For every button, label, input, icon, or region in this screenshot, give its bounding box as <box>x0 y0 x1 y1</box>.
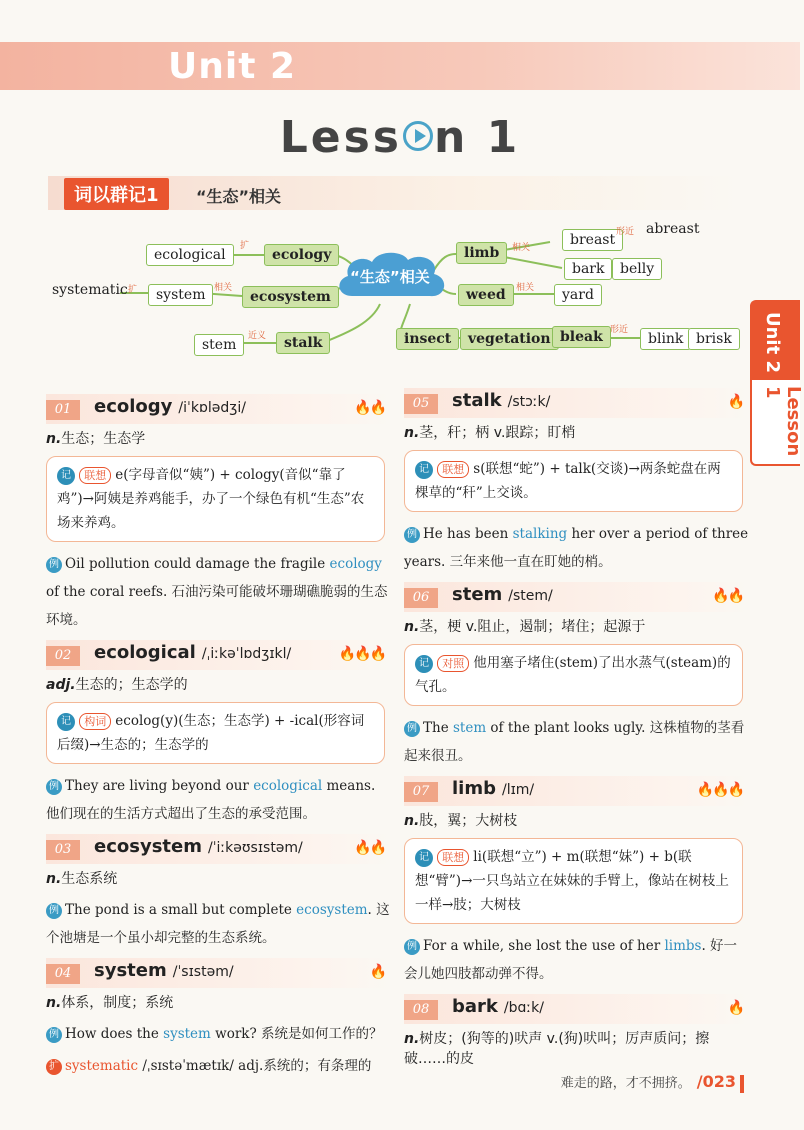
extension-word: systematic <box>65 1058 139 1074</box>
play-icon[interactable] <box>403 121 433 151</box>
word-text: limb <box>452 778 496 799</box>
node-stalk: stalk <box>276 332 330 354</box>
example-text-post: work? 系统是如何工作的？ <box>210 1026 383 1042</box>
example-text-pre: How does the <box>65 1026 164 1042</box>
entry-word <box>94 396 246 417</box>
node-systematic: systematic <box>52 282 128 298</box>
memory-tip-icon: 记 <box>57 713 75 731</box>
center-label: “生态”相关 <box>350 268 430 286</box>
label-related-2: 相关 <box>512 243 531 253</box>
example-text-post: . 这个池塘是一个虽小却完整的生态系统。 <box>46 902 390 946</box>
label-synonym: 近义 <box>248 331 267 341</box>
phonetic: /ˈiːkəʊsɪstəm/ <box>207 840 303 856</box>
phonetic: /stɔːk/ <box>507 394 551 410</box>
example-highlight: stem <box>452 720 487 736</box>
example-icon: 例 <box>404 721 420 737</box>
entry-header <box>46 958 391 988</box>
part-of-speech: n. <box>46 431 62 447</box>
memory-tip-box <box>404 644 743 706</box>
right-column <box>404 388 749 1076</box>
entry-limb <box>404 776 749 988</box>
part-of-speech: adj. <box>46 677 76 693</box>
definition-text: 树皮；(狗等的)吠声 v.(狗)吠叫；厉声质问；擦破……的皮 <box>404 1031 710 1067</box>
entry-number: 08 <box>404 1000 438 1020</box>
tip-text: e(字母音似“姨”) + cology(音似“靠了鸡”)→阿姨是养鸡能手，办了一个绿色有机“生态”农场来养鸡。 <box>57 467 365 531</box>
entry-number: 05 <box>404 394 438 414</box>
definition-text: 茎，梗 v.阻止，遏制；堵住；起源于 <box>419 619 646 635</box>
example-text-post: of the coral reefs. 石油污染可能破坏珊瑚礁脆弱的生态环境。 <box>46 584 388 628</box>
label-similar-1: 形近 <box>616 227 635 237</box>
entry-header <box>46 394 391 424</box>
definition-text: 生态的；生态学的 <box>75 677 188 693</box>
tip-text: ecolog(y)(生态；生态学) + -ical(形容词后缀)→生态的；生态学的 <box>57 713 365 753</box>
node-weed: weed <box>458 284 514 306</box>
left-column <box>46 394 391 1086</box>
side-tab-unit: Unit 2 <box>762 312 783 373</box>
entry-header <box>404 388 749 418</box>
node-vegetation: vegetation <box>460 328 559 350</box>
node-yard: yard <box>554 284 602 306</box>
frequency-fire-icon: 🔥🔥 <box>354 400 385 416</box>
example-text-post: of the plant looks ugly. 这株植物的茎看起来很丑。 <box>404 720 745 764</box>
group-tag: 词以群记1 <box>64 178 169 210</box>
phonetic: /lɪm/ <box>501 782 535 798</box>
node-limb: limb <box>456 242 507 264</box>
definition <box>46 428 391 448</box>
phonetic: /ˈsɪstəm/ <box>172 964 234 980</box>
word-text: stalk <box>452 390 502 411</box>
definition <box>46 674 391 694</box>
memory-tip-box <box>46 456 385 542</box>
example-text-post: . 好一会儿她四肢都动弹不得。 <box>404 938 738 982</box>
label-related-1: 相关 <box>214 283 233 293</box>
page-number: /023 <box>696 1072 736 1091</box>
definition <box>46 992 391 1012</box>
mind-map <box>0 212 760 372</box>
entry-number: 06 <box>404 588 438 608</box>
tip-text: 他用塞子堵住(stem)了出水蒸气(steam)的气孔。 <box>415 655 731 695</box>
entry-word <box>452 584 553 605</box>
example-highlight: limbs <box>664 938 702 954</box>
part-of-speech: n. <box>46 995 62 1011</box>
definition-text: 体系，制度；系统 <box>61 995 174 1011</box>
memory-tip-box <box>404 450 743 512</box>
frequency-fire-icon: 🔥 <box>369 964 385 980</box>
extension-icon: 扩 <box>46 1059 62 1075</box>
entry-header <box>404 776 749 806</box>
entry-header <box>46 640 391 670</box>
label-ext-2: 扩 <box>128 285 138 295</box>
entry-word <box>94 960 234 981</box>
node-system: system <box>148 284 213 306</box>
node-brisk: brisk <box>688 328 740 350</box>
definition-text: 茎，秆；柄 v.跟踪；盯梢 <box>419 425 576 441</box>
frequency-fire-icon: 🔥🔥🔥 <box>696 782 743 798</box>
example-sentence <box>46 550 391 634</box>
example-sentence <box>404 714 749 770</box>
phonetic: /ˌiːkəˈlɒdʒɪkl/ <box>201 646 292 662</box>
example-text-pre: For a while, she lost the use of her <box>423 938 665 954</box>
word-text: ecology <box>94 396 173 417</box>
tip-type-tag: 构词 <box>79 713 111 730</box>
entry-ecological <box>46 640 391 828</box>
memory-tip-icon: 记 <box>415 655 433 673</box>
node-ecological: ecological <box>146 244 234 266</box>
tip-type-tag: 对照 <box>437 655 469 672</box>
example-icon: 例 <box>46 779 62 795</box>
part-of-speech: n. <box>404 619 420 635</box>
definition <box>404 616 749 636</box>
unit-title: Unit 2 <box>168 46 296 87</box>
side-tab[interactable] <box>750 300 804 466</box>
entry-system <box>46 958 391 1080</box>
memory-tip-icon: 记 <box>415 461 433 479</box>
definition <box>46 868 391 888</box>
memory-tip-box <box>404 838 743 924</box>
example-sentence <box>404 932 749 988</box>
example-icon: 例 <box>46 1027 62 1043</box>
phonetic: /stem/ <box>508 588 553 604</box>
entry-word <box>452 996 544 1017</box>
example-text-post: her over a period of three years. 三年来他一直在盯她的梢。 <box>404 526 749 570</box>
entry-header <box>404 582 749 612</box>
entry-number: 02 <box>46 646 80 666</box>
entry-ecology <box>46 394 391 634</box>
example-sentence <box>46 1020 391 1048</box>
example-icon: 例 <box>46 557 62 573</box>
example-text-pre: The <box>423 720 453 736</box>
tip-type-tag: 联想 <box>437 461 469 478</box>
node-breast: breast <box>562 229 623 251</box>
example-sentence <box>46 772 391 828</box>
definition-text: 生态系统 <box>61 871 118 887</box>
footer-motto: 难走的路，才不拥挤。 <box>560 1076 691 1091</box>
memory-tip-icon: 记 <box>57 467 75 485</box>
example-text-pre: They are living beyond our <box>65 778 254 794</box>
node-blink: blink <box>640 328 691 350</box>
part-of-speech: n. <box>404 813 420 829</box>
entry-word <box>94 642 291 663</box>
memory-tip-icon: 记 <box>415 849 433 867</box>
part-of-speech: n. <box>404 1031 420 1047</box>
entry-header <box>404 994 749 1024</box>
part-of-speech: n. <box>46 871 62 887</box>
frequency-fire-icon: 🔥🔥 <box>712 588 743 604</box>
lesson-title <box>0 112 800 163</box>
entry-header <box>46 834 391 864</box>
frequency-fire-icon: 🔥 <box>727 394 743 410</box>
definition-text: 生态；生态学 <box>61 431 146 447</box>
label-similar-2: 形近 <box>610 325 629 335</box>
example-text-post: means. 他们现在的生活方式超出了生态的承受范围。 <box>46 778 376 822</box>
example-icon: 例 <box>404 939 420 955</box>
word-text: ecological <box>94 642 196 663</box>
example-highlight: ecology <box>329 556 382 572</box>
tip-text: s(联想“蛇”) + talk(交谈)→两条蛇盘在两棵草的“秆”上交谈。 <box>415 461 721 501</box>
example-sentence <box>404 520 749 576</box>
definition-text: 肢，翼；大树枝 <box>419 813 518 829</box>
lesson-title-part2: n 1 <box>434 112 521 163</box>
entry-word <box>452 390 550 411</box>
node-stem: stem <box>194 334 244 356</box>
node-belly: belly <box>612 258 662 280</box>
node-abreast: abreast <box>646 221 700 237</box>
example-highlight: ecological <box>253 778 323 794</box>
example-highlight: stalking <box>512 526 568 542</box>
unit-banner <box>0 42 800 90</box>
tip-type-tag: 联想 <box>79 467 111 484</box>
definition <box>404 422 749 442</box>
word-text: ecosystem <box>94 836 202 857</box>
example-highlight: system <box>163 1026 211 1042</box>
entry-word <box>452 778 534 799</box>
extension-line <box>46 1052 391 1080</box>
entry-number: 04 <box>46 964 80 984</box>
phonetic: /iˈkɒlədʒi/ <box>178 400 246 416</box>
tip-type-tag: 联想 <box>437 849 469 866</box>
example-sentence <box>46 896 391 952</box>
definition <box>404 810 749 830</box>
tip-text: li(联想“立”) + m(联想“妹”) + b(联想“臂”)→一只鸟站立在妹妹的手臂上，像站在树枝上一样→肢；大树枝 <box>415 849 729 913</box>
word-text: stem <box>452 584 503 605</box>
lesson-title-part1: Less <box>279 112 402 163</box>
example-icon: 例 <box>404 527 420 543</box>
group-topic: “生态”相关 <box>196 187 282 206</box>
label-related-3: 相关 <box>516 283 535 293</box>
page-footer <box>561 1072 744 1093</box>
frequency-fire-icon: 🔥🔥🔥 <box>338 646 385 662</box>
memory-tip-box <box>46 702 385 764</box>
example-text-pre: The pond is a small but complete <box>65 902 297 918</box>
node-bleak: bleak <box>552 326 611 348</box>
example-highlight: ecosystem <box>296 902 368 918</box>
word-text: system <box>94 960 167 981</box>
phonetic: /bɑːk/ <box>503 1000 544 1016</box>
definition <box>404 1028 749 1068</box>
entry-bark <box>404 994 749 1068</box>
word-text: bark <box>452 996 498 1017</box>
example-icon: 例 <box>46 903 62 919</box>
footer-bar <box>740 1075 744 1093</box>
side-tab-lesson: Lesson 1 <box>762 386 804 457</box>
label-ext-1: 扩 <box>240 241 250 251</box>
node-bark: bark <box>564 258 612 280</box>
frequency-fire-icon: 🔥 <box>727 1000 743 1016</box>
entry-ecosystem <box>46 834 391 952</box>
extension-definition: /ˌsɪstəˈmætɪk/ adj.系统的；有条理的 <box>138 1058 372 1074</box>
node-ecosystem: ecosystem <box>242 286 339 308</box>
example-text-pre: Oil pollution could damage the fragile <box>65 556 330 572</box>
entry-stem <box>404 582 749 770</box>
entry-stalk <box>404 388 749 576</box>
entry-number: 01 <box>46 400 80 420</box>
entry-word <box>94 836 303 857</box>
example-text-pre: He has been <box>423 526 513 542</box>
node-ecology: ecology <box>264 244 339 266</box>
entry-number: 07 <box>404 782 438 802</box>
frequency-fire-icon: 🔥🔥 <box>354 840 385 856</box>
entry-number: 03 <box>46 840 80 860</box>
node-insect: insect <box>396 328 459 350</box>
part-of-speech: n. <box>404 425 420 441</box>
